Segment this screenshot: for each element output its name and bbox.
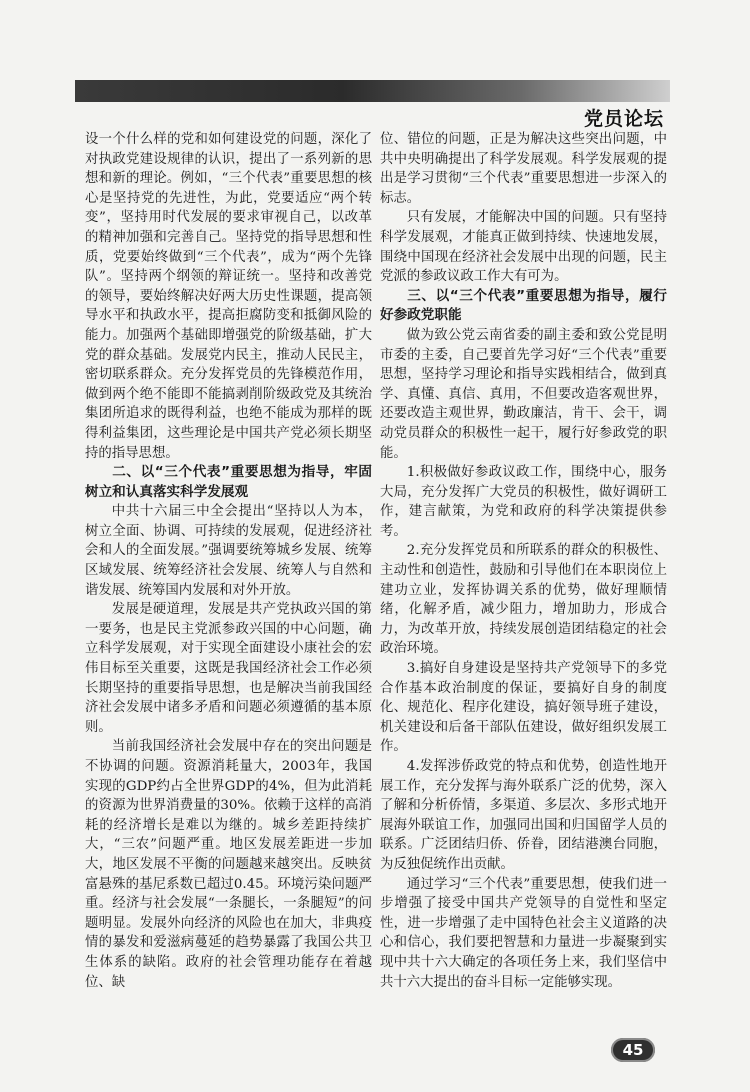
left-paragraph-1: 设一个什么样的党和如何建设党的问题，深化了对执政党建设规律的认识，提出了一系列新的思想和新的理论。例如，“三个代表”重要思想的核心是坚持党的先进性，为此，党要适应“两个转变”，坚持用时代发展的要求审视自己，以改革的精神加强和完善自己。坚持党的指导思想和性质，党要始终做到“三个代表”，成为“两个先锋队”。坚持两个纲领的辩证统一。坚持和改善党的领导，要始终解决好两大历史性课题，提高领导水平和执政水平，提高拒腐防变和抵御风险的能力。加强两个基础即增强党的阶级基础，扩大党的群众基础。发展党内民主，推动人民民主，密切联系群众。充分发挥党员的先锋模范作用，做到两个绝不能即不能搞剥削阶级政党及其统治集团所追求的既得利益，也绝不能成为那样的既得利益集团，这些理论是中国共产党必须长期坚持的指导思想。 (85, 132, 372, 461)
right-paragraph-1: 位、错位的问题，正是为解决这些突出问题，中共中央明确提出了科学发展观。科学发展观的提出是学习贯彻“三个代表”重要思想进一步深入的标志。 (380, 132, 667, 206)
right-paragraph-5: 2.充分发挥党员和所联系的群众的积极性、主动性和创造性，鼓励和引导他们在本职岗位上建功立业，发挥协调关系的优势，做好理顺情绪，化解矛盾，减少阻力，增加助力，形成合力，为改革开放，持续发展创造团结稳定的社会政治环境。 (380, 543, 667, 657)
section-heading-2: 二、以“三个代表”重要思想为指导，牢固树立和认真落实科学发展观 (85, 464, 372, 500)
right-paragraph-6: 3.搞好自身建设是坚持共产党领导下的多党合作基本政治制度的保证，要搞好自身的制度化、规范化、程序化建设，搞好领导班子建设，机关建设和后备干部队伍建设，做好组织发展工作。 (380, 661, 667, 755)
header-bar (75, 80, 670, 102)
right-paragraph-2: 只有发展，才能解决中国的问题。只有坚持科学发展观，才能真正做到持续、快速地发展，围绕中国现在经济社会发展中出现的问题，民主党派的参政议政工作大有可为。 (380, 210, 667, 285)
section-heading-3: 三、以“三个代表”重要思想为指导，履行好参政党职能 (380, 287, 667, 324)
column-title: 党员论坛 (583, 108, 664, 130)
right-column (380, 130, 667, 992)
page-number-badge: 45 (611, 1038, 655, 1062)
right-paragraph-3: 做为致公党云南省委的副主委和致公党昆明市委的主委，自己要首先学习好“三个代表”重要思想，坚持学习理论和指导实践相结合，做到真学、真懂、真信、真用，不但要改造客观世界，还要改造主观世界，勤政廉洁，肯干、会干，调动党员群众的积极性一起干，履行好参政党的职能。 (380, 327, 667, 461)
right-paragraph-8: 通过学习“三个代表”重要思想，使我们进一步增强了接受中国共产党领导的自觉性和坚定性，进一步增强了走中国特色社会主义道路的决心和信心，我们要把智慧和力量进一步凝聚到实现中共十六大确定的各项任务上来，我们坚信中共十六大提出的奋斗目标一定能够实现。 (380, 876, 667, 990)
left-paragraph-3: 发展是硬道理，发展是共产党执政兴国的第一要务，也是民主党派参政兴国的中心问题，确立科学发展观，对于实现全面建设小康社会的宏伟目标至关重要，这既是我国经济社会工作必须长期坚持的重要指导思想，也是解决当前我国经济社会发展中诸多矛盾和问题必须遵循的基本原则。 (85, 602, 372, 735)
right-paragraph-7: 4.发挥涉侨政党的特点和优势，创造性地开展工作，充分发挥与海外联系广泛的优势，深入了解和分析侨情，多渠道、多层次、多形式地开展海外联谊工作，加强同出国和归国留学人员的联系。广泛团结归侨、侨眷，团结港澳台同胞，为反独促统作出贡献。 (380, 759, 667, 872)
right-paragraph-4: 1.积极做好参政议政工作，围绕中心，服务大局，充分发挥广大党员的积极性，做好调研工作，建言献策，为党和政府的科学决策提供参考。 (380, 465, 667, 539)
left-paragraph-2: 中共十六届三中全会提出“坚持以人为本，树立全面、协调、可持续的发展观，促进经济社会和人的全面发展。”强调要统筹城乡发展、统筹区域发展、统筹经济社会发展、统筹人与自然和谐发展、统筹国内发展和对外开放。 (85, 504, 372, 598)
left-paragraph-4: 当前我国经济社会发展中存在的突出问题是不协调的问题。资源消耗量大，2003年，我国实现的GDP约占全世界GDP的4%，但为此消耗的资源为世界消费量的30%。依赖于这样的高消耗的经济增长是难以为继的。城乡差距持续扩大，“三农”问题严重。地区发展差距进一步加大，地区发展不平衡的问题越来越突出。反映贫富悬殊的基尼系数已超过0.45。环境污染问题严重。经济与社会发展“一条腿长，一条腿短”的问题明显。发展外向经济的风险也在加大，非典疫情的暴发和爱滋病蔓延的趋势暴露了我国公共卫生体系的缺陷。政府的社会管理功能存在着越位、缺 (85, 739, 372, 990)
left-column (85, 130, 372, 992)
